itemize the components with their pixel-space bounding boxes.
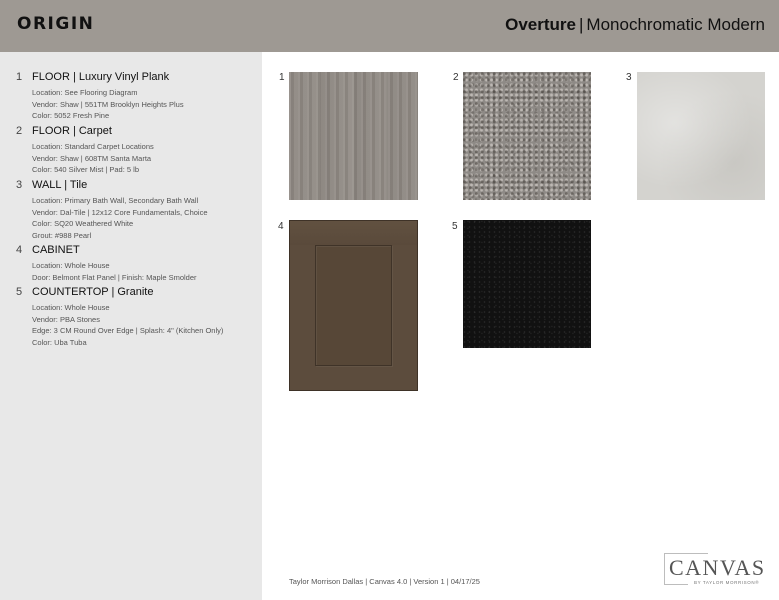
brand-title: ORIGIN [17, 14, 95, 34]
spec-line: Vendor: Dal-Tile | 12x12 Core Fundamentals, Choice [32, 207, 208, 217]
spec-line: Vendor: Shaw | 608TM Santa Marta [32, 153, 152, 163]
spec-line: Color: Uba Tuba [32, 338, 87, 348]
collection-style: Monochromatic Modern [586, 15, 765, 34]
door-top-rail [290, 221, 417, 245]
collection-title [505, 15, 765, 35]
logo-wordmark: CANVAS [669, 555, 766, 580]
spec-line: Location: See Flooring Diagram [32, 88, 138, 97]
spec-title: CABINET [32, 244, 80, 256]
swatch-number: 3 [626, 72, 632, 83]
spec-line: Edge: 3 CM Round Over Edge | Splash: 4" (Kitchen Only) [32, 326, 224, 336]
spec-title: FLOOR | Carpet [32, 125, 112, 137]
swatch-number: 2 [453, 72, 459, 83]
spec-line: Grout: #988 Pearl [32, 231, 92, 241]
logo-tagline: BY TAYLOR MORRISON® [694, 580, 760, 585]
swatch-carpet [463, 72, 591, 200]
spec-number: 2 [16, 125, 23, 137]
spec-title: WALL | Tile [32, 179, 88, 191]
spec-number: 4 [16, 244, 23, 256]
spec-line: Vendor: Shaw | 551TM Brooklyn Heights Plus [32, 99, 184, 109]
spec-number: 5 [16, 286, 23, 298]
spec-line: Vendor: PBA Stones [32, 314, 100, 324]
swatch-vinyl-plank [289, 72, 418, 200]
swatch-number: 5 [452, 221, 458, 232]
spec-line: Location: Standard Carpet Locations [32, 142, 154, 151]
spec-line: Location: Whole House [32, 303, 110, 312]
spec-line: Color: 5052 Fresh Pine [32, 111, 110, 121]
spec-line: Door: Belmont Flat Panel | Finish: Maple Smolder [32, 272, 197, 282]
footer-version-text: Taylor Morrison Dallas | Canvas 4.0 | Version 1 | 04/17/25 [289, 577, 480, 586]
logo-frame-top [664, 553, 708, 554]
spec-sidebar [0, 52, 262, 600]
spec-title: FLOOR | Luxury Vinyl Plank [32, 71, 170, 83]
collection-name: Overture [505, 15, 576, 34]
swatch-cabinet-door [289, 220, 418, 391]
swatch-number: 4 [278, 221, 284, 232]
door-center-panel [315, 245, 392, 366]
spec-number: 1 [16, 71, 23, 83]
title-separator: | [579, 15, 584, 34]
spec-line: Location: Whole House [32, 261, 110, 270]
swatch-wall-tile [637, 72, 765, 200]
spec-title: COUNTERTOP | Granite [32, 286, 154, 298]
canvas-logo [664, 553, 768, 587]
spec-line: Location: Primary Bath Wall, Secondary Bath Wall [32, 196, 199, 205]
swatch-granite [463, 220, 591, 348]
spec-line: Color: SQ20 Weathered White [32, 219, 134, 229]
spec-line: Color: 540 Silver Mist | Pad: 5 lb [32, 165, 139, 175]
spec-number: 3 [16, 179, 23, 191]
header-bar [0, 0, 779, 52]
swatch-number: 1 [279, 72, 285, 83]
